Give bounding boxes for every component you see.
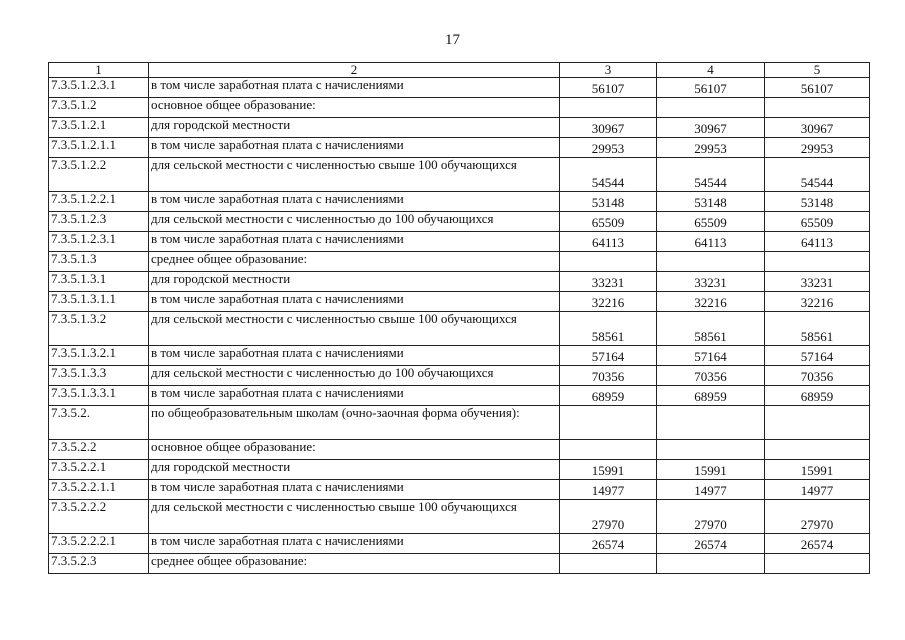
value-cell-col5: 14977 [765, 480, 870, 500]
table-row [49, 406, 870, 440]
value-cell-col5 [765, 406, 870, 440]
value-cell-col3 [560, 406, 657, 440]
table-row [49, 346, 870, 366]
code-cell: 7.3.5.1.2.3.1 [49, 78, 149, 98]
description-cell: основное общее образование: [149, 440, 560, 460]
table-header-row [49, 63, 870, 78]
value-cell-col3: 15991 [560, 460, 657, 480]
description-cell: для городской местности [149, 272, 560, 292]
value-cell-col5: 29953 [765, 138, 870, 158]
description-cell: в том числе заработная плата с начислениями [149, 292, 560, 312]
value-cell-col3: 29953 [560, 138, 657, 158]
value-cell-col5: 32216 [765, 292, 870, 312]
table-row [49, 158, 870, 192]
table-row [49, 232, 870, 252]
value-cell-col3: 68959 [560, 386, 657, 406]
code-cell: 7.3.5.2.2 [49, 440, 149, 460]
value-cell-col4: 65509 [657, 212, 765, 232]
table-row [49, 440, 870, 460]
table-row [49, 138, 870, 158]
table-row [49, 554, 870, 574]
table-row [49, 272, 870, 292]
code-cell: 7.3.5.2. [49, 406, 149, 440]
value-cell-col3: 54544 [560, 158, 657, 192]
code-cell: 7.3.5.1.2.2.1 [49, 192, 149, 212]
value-cell-col4: 15991 [657, 460, 765, 480]
value-cell-col4: 56107 [657, 78, 765, 98]
description-cell: в том числе заработная плата с начислениями [149, 346, 560, 366]
value-cell-col5 [765, 554, 870, 574]
value-cell-col3: 30967 [560, 118, 657, 138]
column-header: 3 [560, 63, 657, 78]
code-cell: 7.3.5.2.2.2.1 [49, 534, 149, 554]
table-row [49, 500, 870, 534]
description-cell: в том числе заработная плата с начислениями [149, 534, 560, 554]
value-cell-col5: 30967 [765, 118, 870, 138]
value-cell-col3: 70356 [560, 366, 657, 386]
value-cell-col5: 53148 [765, 192, 870, 212]
value-cell-col4: 30967 [657, 118, 765, 138]
value-cell-col4: 57164 [657, 346, 765, 366]
value-cell-col3 [560, 98, 657, 118]
value-cell-col3: 56107 [560, 78, 657, 98]
value-cell-col4: 53148 [657, 192, 765, 212]
column-header: 1 [49, 63, 149, 78]
value-cell-col5: 65509 [765, 212, 870, 232]
value-cell-col4 [657, 252, 765, 272]
value-cell-col3: 57164 [560, 346, 657, 366]
value-cell-col5 [765, 440, 870, 460]
value-cell-col5: 26574 [765, 534, 870, 554]
value-cell-col5: 54544 [765, 158, 870, 192]
table-row [49, 460, 870, 480]
value-cell-col5: 56107 [765, 78, 870, 98]
description-cell: среднее общее образование: [149, 554, 560, 574]
value-cell-col4: 26574 [657, 534, 765, 554]
value-cell-col4: 70356 [657, 366, 765, 386]
value-cell-col5: 58561 [765, 312, 870, 346]
value-cell-col3: 33231 [560, 272, 657, 292]
code-cell: 7.3.5.1.3.2 [49, 312, 149, 346]
code-cell: 7.3.5.1.2.1.1 [49, 138, 149, 158]
value-cell-col4: 29953 [657, 138, 765, 158]
description-cell: в том числе заработная плата с начислениями [149, 386, 560, 406]
value-cell-col3: 53148 [560, 192, 657, 212]
code-cell: 7.3.5.1.2.3.1 [49, 232, 149, 252]
value-cell-col3 [560, 252, 657, 272]
value-cell-col4: 14977 [657, 480, 765, 500]
value-cell-col5: 57164 [765, 346, 870, 366]
code-cell: 7.3.5.1.3.3 [49, 366, 149, 386]
value-cell-col3: 26574 [560, 534, 657, 554]
value-cell-col3: 14977 [560, 480, 657, 500]
value-cell-col5 [765, 252, 870, 272]
column-header: 5 [765, 63, 870, 78]
value-cell-col3 [560, 554, 657, 574]
description-cell: по общеобразовательным школам (очно-заочная форма обучения): [149, 406, 560, 440]
description-cell: в том числе заработная плата с начислениями [149, 480, 560, 500]
description-cell: для сельской местности с численностью до 100 обучающихся [149, 212, 560, 232]
code-cell: 7.3.5.1.2 [49, 98, 149, 118]
value-cell-col4: 32216 [657, 292, 765, 312]
code-cell: 7.3.5.1.2.1 [49, 118, 149, 138]
value-cell-col5: 15991 [765, 460, 870, 480]
description-cell: для городской местности [149, 118, 560, 138]
value-cell-col3 [560, 440, 657, 460]
description-cell: для сельской местности с численностью свыше 100 обучающихся [149, 500, 560, 534]
page-number: 17 [445, 32, 460, 48]
table-row [49, 212, 870, 232]
code-cell: 7.3.5.1.3.1.1 [49, 292, 149, 312]
description-cell: в том числе заработная плата с начислениями [149, 78, 560, 98]
description-cell: в том числе заработная плата с начислениями [149, 232, 560, 252]
value-cell-col4 [657, 554, 765, 574]
table-row [49, 480, 870, 500]
value-cell-col3: 64113 [560, 232, 657, 252]
code-cell: 7.3.5.1.3.3.1 [49, 386, 149, 406]
value-cell-col4 [657, 98, 765, 118]
value-cell-col3: 27970 [560, 500, 657, 534]
value-cell-col5: 64113 [765, 232, 870, 252]
description-cell: для сельской местности с численностью свыше 100 обучающихся [149, 158, 560, 192]
value-cell-col4: 64113 [657, 232, 765, 252]
code-cell: 7.3.5.1.3.1 [49, 272, 149, 292]
value-cell-col5: 27970 [765, 500, 870, 534]
code-cell: 7.3.5.2.2.1 [49, 460, 149, 480]
value-cell-col5: 33231 [765, 272, 870, 292]
column-header: 4 [657, 63, 765, 78]
value-cell-col4: 27970 [657, 500, 765, 534]
table-row [49, 386, 870, 406]
code-cell: 7.3.5.2.2.1.1 [49, 480, 149, 500]
value-cell-col5: 70356 [765, 366, 870, 386]
value-cell-col4: 33231 [657, 272, 765, 292]
value-cell-col4: 58561 [657, 312, 765, 346]
table-row [49, 252, 870, 272]
value-cell-col4 [657, 406, 765, 440]
value-cell-col3: 65509 [560, 212, 657, 232]
table-row [49, 366, 870, 386]
description-cell: в том числе заработная плата с начислениями [149, 138, 560, 158]
value-cell-col4: 68959 [657, 386, 765, 406]
data-table [48, 62, 870, 574]
code-cell: 7.3.5.1.2.3 [49, 212, 149, 232]
table-row [49, 192, 870, 212]
value-cell-col3: 32216 [560, 292, 657, 312]
description-cell: для сельской местности с численностью свыше 100 обучающихся [149, 312, 560, 346]
description-cell: основное общее образование: [149, 98, 560, 118]
table-row [49, 292, 870, 312]
value-cell-col3: 58561 [560, 312, 657, 346]
code-cell: 7.3.5.1.2.2 [49, 158, 149, 192]
table-row [49, 312, 870, 346]
column-header: 2 [149, 63, 560, 78]
table-row [49, 534, 870, 554]
table-row [49, 98, 870, 118]
table-row [49, 78, 870, 98]
value-cell-col5 [765, 98, 870, 118]
value-cell-col5: 68959 [765, 386, 870, 406]
description-cell: среднее общее образование: [149, 252, 560, 272]
code-cell: 7.3.5.1.3.2.1 [49, 346, 149, 366]
table-row [49, 118, 870, 138]
description-cell: в том числе заработная плата с начислениями [149, 192, 560, 212]
code-cell: 7.3.5.1.3 [49, 252, 149, 272]
description-cell: для городской местности [149, 460, 560, 480]
value-cell-col4: 54544 [657, 158, 765, 192]
description-cell: для сельской местности с численностью до 100 обучающихся [149, 366, 560, 386]
code-cell: 7.3.5.2.2.2 [49, 500, 149, 534]
value-cell-col4 [657, 440, 765, 460]
code-cell: 7.3.5.2.3 [49, 554, 149, 574]
